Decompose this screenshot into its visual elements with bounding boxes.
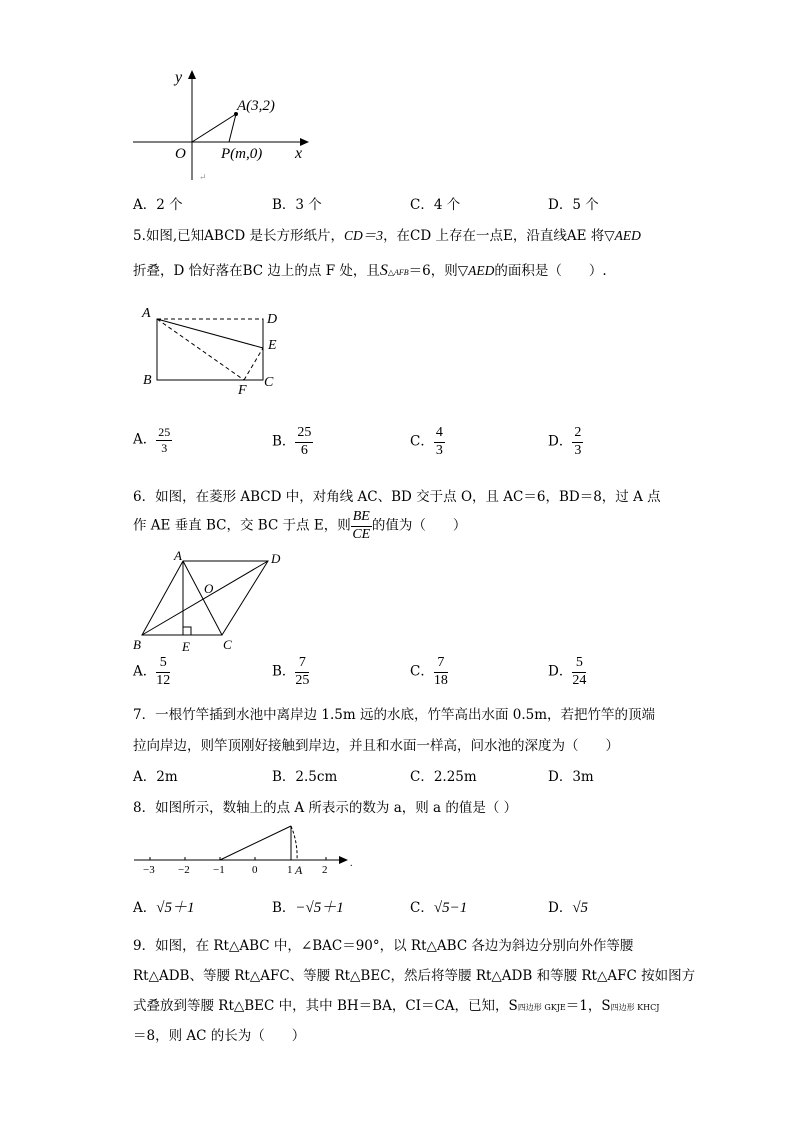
q5-line-2 <box>133 259 607 280</box>
q5-area-symbol: S <box>379 262 388 279</box>
q7-line-2: 拉向岸边，则竿顶刚好接触到岸边，并且和水面一样高，问水池的深度为（ ） <box>133 738 619 754</box>
q6-label-b: B <box>133 637 141 652</box>
q5-text-1b: ，在CD 上存在一点E，沿直线AE 将 <box>383 228 605 244</box>
q5-label-d: D <box>267 312 278 327</box>
q6-label-e: E <box>182 639 190 654</box>
q8-tick-neg2: −2 <box>178 864 190 876</box>
q7-option-d[interactable]: D．3m <box>548 769 594 785</box>
q5-option-a[interactable]: A． $\frac{25}{3}$ <box>133 425 171 455</box>
q8-option-c[interactable]: C．√5−1 <box>410 900 468 916</box>
q6-option-d[interactable]: D． $\frac{5}{24}$ <box>548 655 587 688</box>
q6-fraction: $\frac{BE}{CE}$ <box>352 509 371 542</box>
q5-area-value: ＝6 <box>408 263 431 279</box>
q5-label-c: C <box>264 375 274 390</box>
q9-sub-khcj: 四边形 KHCJ <box>610 1003 660 1012</box>
q9-sub-gkje: 四边形 GKJE <box>517 1003 566 1012</box>
q4-coordinate-figure <box>125 62 325 186</box>
q5-option-b[interactable]: B． $\frac{25}{6}$ <box>272 425 312 458</box>
q9-text-3b: ＝1，S <box>565 998 611 1014</box>
q6-line-2 <box>133 510 466 542</box>
q5-label-e: E <box>268 338 277 353</box>
q6-option-c[interactable]: C． $\frac{7}{18}$ <box>410 655 448 688</box>
q7-option-a[interactable]: A．2m <box>133 769 178 785</box>
q4-point-p-label: P(m,0) <box>221 146 263 162</box>
q7-line-1: 7．一根竹竿插到水池中离岸边 1.5m 远的水底，竹竿高出水面 0.5m，若把竹竿的顶端 <box>133 707 656 723</box>
q9-line-3 <box>133 994 659 1014</box>
q6-rhombus-figure <box>130 548 290 658</box>
q5-option-d[interactable]: D． $\frac{2}{3}$ <box>548 425 582 458</box>
q9-line-1: 9．如图，在 Rt△ABC 中，∠BAC＝90°，以 Rt△ABC 各边为斜边分别向外作等腰 <box>133 938 634 954</box>
q4-option-c[interactable]: C．4 个 <box>410 197 461 213</box>
q8-option-a[interactable]: A．√5＋1 <box>133 900 195 916</box>
q6-label-a: A <box>174 548 182 563</box>
q4-option-b[interactable]: B．3 个 <box>272 197 322 213</box>
q4-x-label: x <box>295 145 303 162</box>
q7-option-b[interactable]: B．2.5cm <box>272 769 338 785</box>
q8-trailing-dot: . <box>350 858 353 869</box>
q8-tick-2: 2 <box>322 864 328 876</box>
q4-point-a-label: A(3,2) <box>237 98 275 114</box>
q8-tick-neg3: −3 <box>143 864 155 876</box>
q5-triangle-aed-1: ▽AED <box>604 228 641 243</box>
q9-line-4: ＝8，则 AC 的长为（ ） <box>133 1028 306 1044</box>
q6-line-1: 6．如图，在菱形 ABCD 中，对角线 AC、BD 交于点 O，且 AC＝6，BD＝8，过 A 点 <box>133 489 661 505</box>
q5-label-f: F <box>238 383 247 398</box>
q4-y-label: y <box>175 69 183 86</box>
q4-option-d[interactable]: D．5 个 <box>548 197 599 213</box>
q9-text-3a: 式叠放到等腰 Rt△BEC 中，其中 BH＝BA，CI＝CA，已知，S <box>133 998 518 1014</box>
q5-area-subscript: △AFB <box>387 268 409 277</box>
q8-tick-1: 1 <box>287 864 293 876</box>
q5-text-1a: 5.如图,已知ABCD 是长方形纸片， <box>133 228 345 244</box>
q6-label-o: O <box>204 581 214 596</box>
q5-label-b: B <box>143 373 152 388</box>
q6-label-c: C <box>223 637 232 652</box>
q6-text-2a: 作 AE 垂直 BC，交 BC 于点 E，则 <box>133 517 351 534</box>
q5-line-1 <box>133 224 641 244</box>
q8-number-line-figure <box>130 818 360 880</box>
q4-origin-label: O <box>175 146 186 162</box>
q6-label-d: D <box>271 551 281 566</box>
q6-text-2b: 的值为（ ） <box>371 517 467 534</box>
q5-label-a: A <box>142 306 151 321</box>
q5-rectangle-figure <box>138 302 288 398</box>
q5-text-2c: 的面积是（ ）. <box>494 263 607 279</box>
q5-option-c[interactable]: C． $\frac{4}{3}$ <box>410 425 443 458</box>
q6-option-a[interactable]: A． $\frac{5}{12}$ <box>133 655 171 688</box>
q8-line-1: 8．如图所示，数轴上的点 A 所表示的数为 a，则 a 的值是（ ） <box>133 800 518 816</box>
q9-line-2: Rt△ADB、等腰 Rt△AFC、等腰 Rt△BEC，然后将等腰 Rt△ADB 和等腰 Rt△AFC 按如图方 <box>133 968 696 984</box>
q4-option-a[interactable]: A．2 个 <box>133 197 183 213</box>
q8-option-d[interactable]: D．√5 <box>548 900 589 916</box>
q5-text-2a: 折叠，D 恰好落在BC 边上的点 F 处，且 <box>133 263 380 279</box>
q6-option-b[interactable]: B． $\frac{7}{25}$ <box>272 655 310 688</box>
return-mark-icon: ↵ <box>199 172 207 182</box>
q5-text-2b: ，则 <box>430 263 458 279</box>
q5-cd-expr: CD＝3 <box>344 228 384 243</box>
q8-tick-0: 0 <box>252 864 258 876</box>
q8-tick-neg1: −1 <box>213 864 225 876</box>
q8-option-b[interactable]: B．−√5＋1 <box>272 900 344 916</box>
q8-label-a: A <box>295 863 303 877</box>
q7-option-c[interactable]: C．2.25m <box>410 769 477 785</box>
q5-triangle-aed-2: ▽AED <box>457 263 495 278</box>
